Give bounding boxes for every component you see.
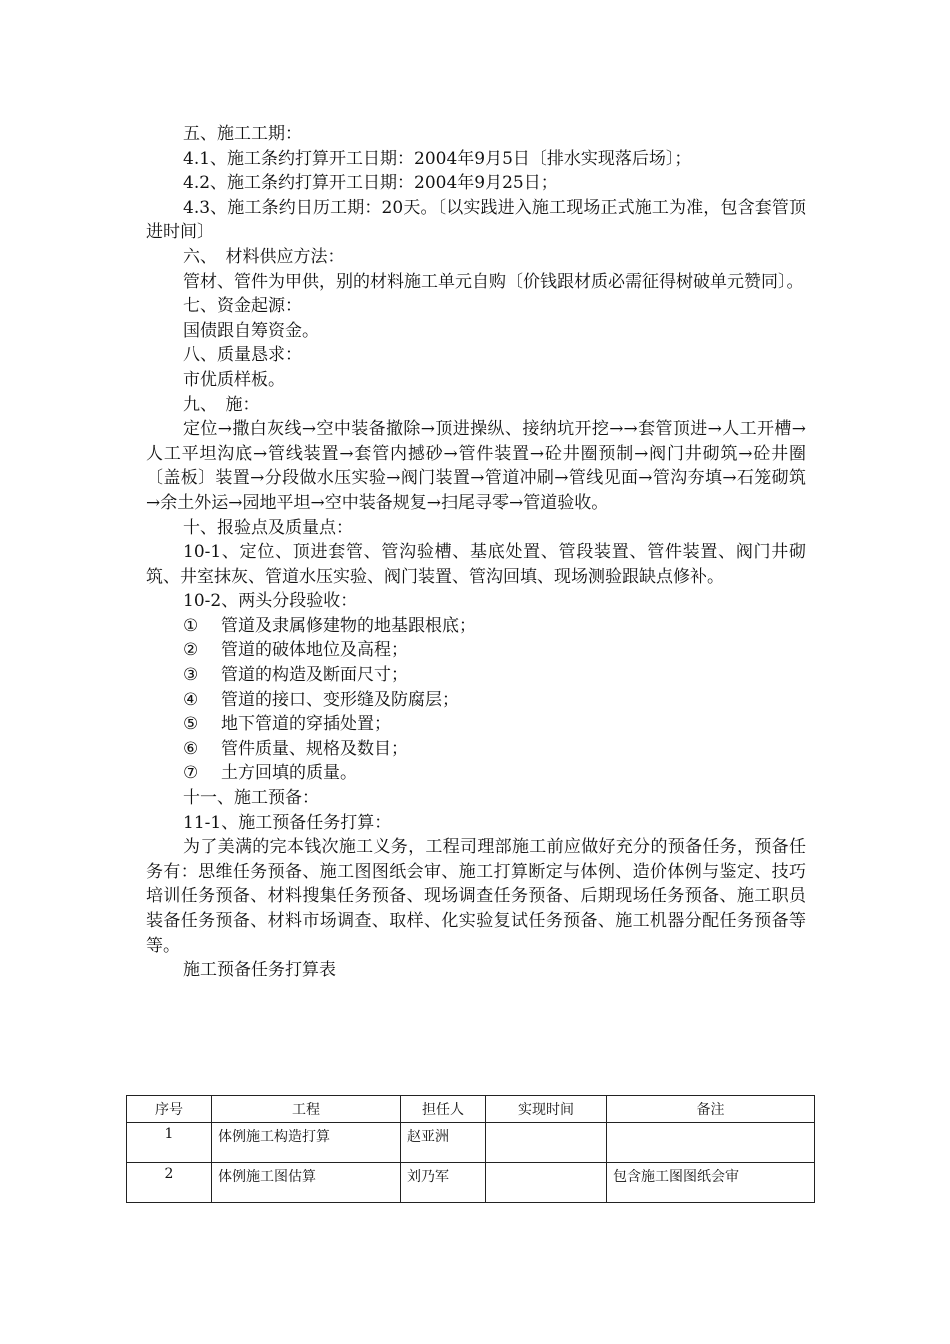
- document-body: [146, 122, 806, 983]
- section-8-body: 市优质样板。: [183, 369, 285, 390]
- table-header-row: [127, 1096, 815, 1123]
- table-cell: 体例施工构造打算: [212, 1123, 401, 1163]
- section-8-title: 八、质量恳求：: [183, 345, 302, 366]
- table-cell: 赵亚洲: [401, 1123, 486, 1163]
- section-11-1-body: 为了美满的完本钱次施工义务，工程司理部施工前应做好充分的预备任务，预备任务有：思维任务预备、施工图图纸会审、施工打算断定与体例、造价体例与鉴定、技巧培训任务预备、材料搜集任务预备、现场调查任务预备、后期现场任务预备、施工职员装备任务预备、材料市场调查、取样、化实验复试任务预备、施工机器分配任务预备等等。: [146, 837, 806, 956]
- section-7-body: 国债跟自筹资金。: [183, 320, 319, 341]
- section-6-body: 管材、管件为甲供，别的材料施工单元自购〔价钱跟材质必需征得树破单元赞同〕。: [183, 271, 804, 292]
- table-cell: [486, 1163, 607, 1203]
- list-item-number: ⑥: [183, 738, 199, 759]
- list-item: [146, 737, 806, 762]
- section-5-line-1: 4.1、施工条约打算开工日期：2004年9月5日〔排水实现落后场〕；: [183, 148, 692, 169]
- section-7-title: 七、资金起源：: [183, 296, 302, 317]
- section-5-line-2: 4.2、施工条约打算开工日期：2004年9月25日；: [183, 173, 558, 194]
- list-item: [146, 688, 806, 713]
- list-item-text: 管道及隶属修建物的地基跟根底；: [221, 615, 476, 636]
- list-item-text: 土方回填的质量。: [221, 763, 357, 784]
- table-cell: [486, 1123, 607, 1163]
- column-header: 备注: [607, 1096, 815, 1123]
- list-item-number: ⑤: [183, 714, 199, 735]
- section-10-2-title: 10-2、两头分段验收：: [183, 591, 358, 612]
- list-item-number: ④: [183, 689, 199, 710]
- list-item: [146, 638, 806, 663]
- list-item-text: 管件质量、规格及数目；: [221, 738, 408, 759]
- list-item-text: 地下管道的穿插处置；: [221, 714, 391, 735]
- section-9-title: 九、 施：: [183, 394, 260, 415]
- list-item: [146, 761, 806, 786]
- table-row: [127, 1163, 815, 1203]
- column-header: 担任人: [401, 1096, 486, 1123]
- list-item-number: ①: [183, 615, 199, 636]
- table-cell: 1: [127, 1123, 212, 1163]
- table-cell: 2: [127, 1163, 212, 1203]
- column-header: 实现时间: [486, 1096, 607, 1123]
- section-11-title: 十一、施工预备：: [183, 788, 319, 809]
- list-item: [146, 712, 806, 737]
- table-title: 施工预备任务打算表: [183, 960, 336, 981]
- column-header: 序号: [127, 1096, 212, 1123]
- section-6-title: 六、 材料供应方法：: [183, 246, 345, 267]
- list-item-text: 管道的构造及断面尺寸；: [221, 665, 408, 686]
- list-item: [146, 614, 806, 639]
- table-cell: [607, 1123, 815, 1163]
- prep-task-table: [126, 1095, 815, 1203]
- section-11-1-title: 11-1、施工预备任务打算：: [183, 812, 392, 833]
- list-item-number: ⑦: [183, 763, 199, 784]
- list-item: [146, 663, 806, 688]
- list-item-number: ②: [183, 640, 199, 661]
- table-cell: 包含施工图图纸会审: [607, 1163, 815, 1203]
- table-row: [127, 1123, 815, 1163]
- list-item-text: 管道的接口、变形缝及防腐层；: [221, 689, 459, 710]
- section-9-body: 定位→撒白灰线→空中装备撤除→顶进操纵、接纳坑开挖→→套管顶进→人工开槽→人工平坦沟底→管线装置→套管内撼砂→管件装置→砼井圈预制→阀门井砌筑→砼井圈〔盖板〕装置→分段做水压实验→阀门装置→管道冲刷→管线见面→管沟夯填→石笼砌筑→余土外运→园地平坦→空中装备规复→扫尾寻零→管道验收。: [146, 419, 806, 513]
- list-item-text: 管道的破体地位及高程；: [221, 640, 408, 661]
- table-cell: 刘乃军: [401, 1163, 486, 1203]
- section-10-title: 十、报验点及质量点：: [183, 517, 353, 538]
- section-10-1: 10-1、定位、顶进套管、管沟验槽、基底处置、管段装置、管件装置、阀门井砌筑、井室抹灰、管道水压实验、阀门装置、管沟回填、现场测验跟缺点修补。: [146, 542, 806, 587]
- section-5-title: 五、施工工期：: [183, 124, 302, 144]
- table-cell: 体例施工图估算: [212, 1163, 401, 1203]
- column-header: 工程: [212, 1096, 401, 1123]
- section-5-line-3: 4.3、施工条约日历工期：20天。〔以实践进入施工现场正式施工为准，包含套管顶进时间〕: [146, 197, 806, 243]
- list-item-number: ③: [183, 665, 199, 686]
